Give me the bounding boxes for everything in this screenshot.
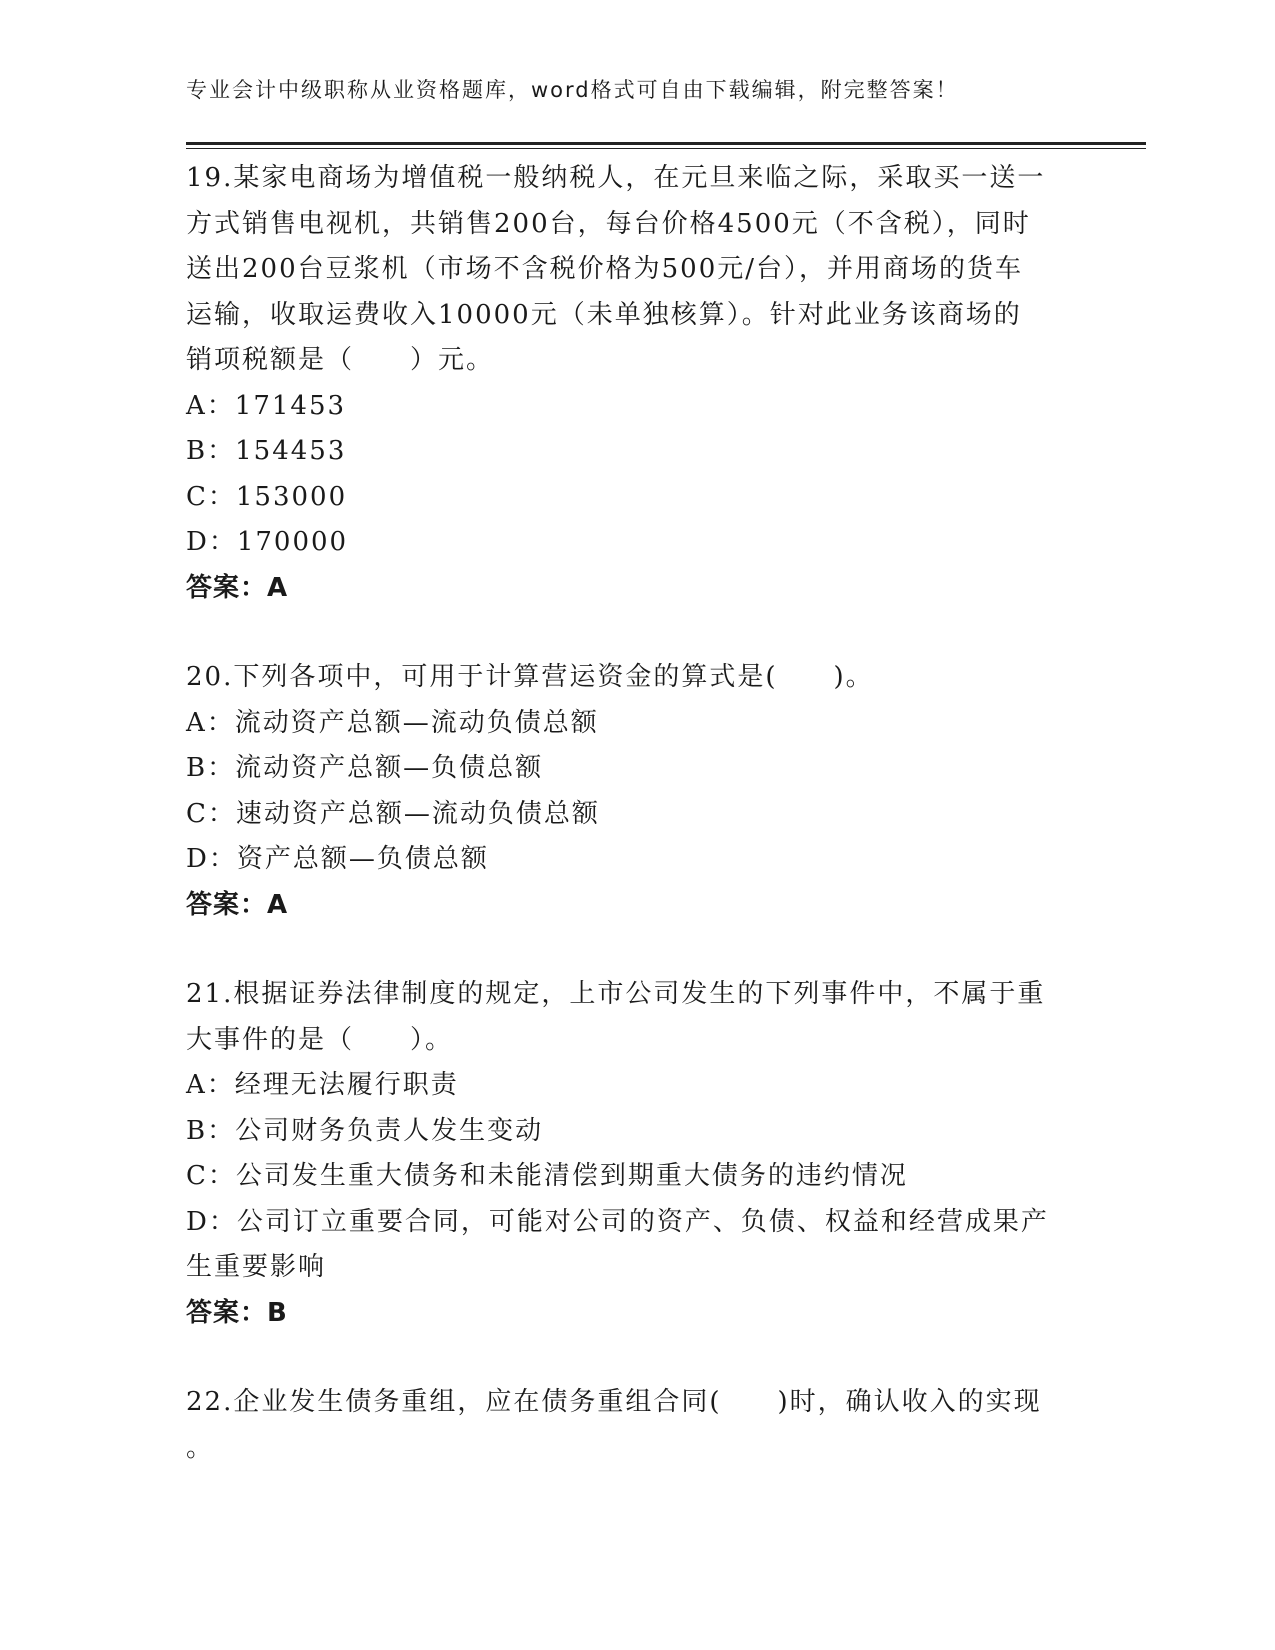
option-b: B：流动资产总额—负债总额 xyxy=(186,753,544,783)
option-c: C：公司发生重大债务和未能清偿到期重大债务的违约情况 xyxy=(186,1161,908,1191)
question-22 xyxy=(186,1380,1086,1471)
option-a: A：流动资产总额—流动负债总额 xyxy=(186,707,599,738)
header-rule-thin xyxy=(186,148,1146,149)
answer: 答案：B xyxy=(186,1297,288,1328)
question-stem-line: 大事件的是（ ）。 xyxy=(186,1024,454,1055)
question-stem-line: 21.根据证券法律制度的规定，上市公司发生的下列事件中，不属于重 xyxy=(186,979,1046,1009)
option-d: D：公司订立重要合同，可能对公司的资产、负债、权益和经营成果产 xyxy=(186,1206,1049,1237)
option-a: A：171453 xyxy=(186,390,347,421)
question-stem-line: 方式销售电视机，共销售200台，每台价格4500元（不含税），同时 xyxy=(186,208,1031,239)
question-stem-line: 运输，收取运费收入10000元（未单独核算）。针对此业务该商场的 xyxy=(186,299,1022,330)
page-header: 专业会计中级职称从业资格题库，word格式可自由下载编辑，附完整答案！ xyxy=(186,78,959,102)
answer: 答案：A xyxy=(186,572,289,603)
option-c: C：速动资产总额—流动负债总额 xyxy=(186,798,600,829)
question-stem-line: 销项税额是（ ）元。 xyxy=(186,345,495,375)
question-list xyxy=(186,156,1086,1515)
answer: 答案：A xyxy=(186,889,289,920)
question-stem-line: 20.下列各项中，可用于计算营运资金的算式是( )。 xyxy=(186,662,874,692)
question-20 xyxy=(186,655,1086,928)
header-rule-thick xyxy=(186,142,1146,145)
option-d: D：170000 xyxy=(186,527,349,557)
option-d: D：资产总额—负债总额 xyxy=(186,844,489,874)
option-a: A：经理无法履行职责 xyxy=(186,1070,459,1100)
option-c: C：153000 xyxy=(186,481,348,512)
question-stem-line: 。 xyxy=(186,1432,215,1463)
question-21 xyxy=(186,972,1086,1336)
option-b: B：154453 xyxy=(186,436,347,466)
question-stem-line: 22.企业发生债务重组，应在债务重组合同( )时，确认收入的实现 xyxy=(186,1387,1042,1417)
question-stem-line: 送出200台豆浆机（市场不含税价格为500元/台），并用商场的货车 xyxy=(186,254,1024,284)
option-d-continued: 生重要影响 xyxy=(186,1252,327,1282)
option-b: B：公司财务负责人发生变动 xyxy=(186,1115,544,1146)
question-19 xyxy=(186,156,1086,611)
question-stem-line: 19.某家电商场为增值税一般纳税人，在元旦来临之际，采取买一送一 xyxy=(186,163,1046,193)
